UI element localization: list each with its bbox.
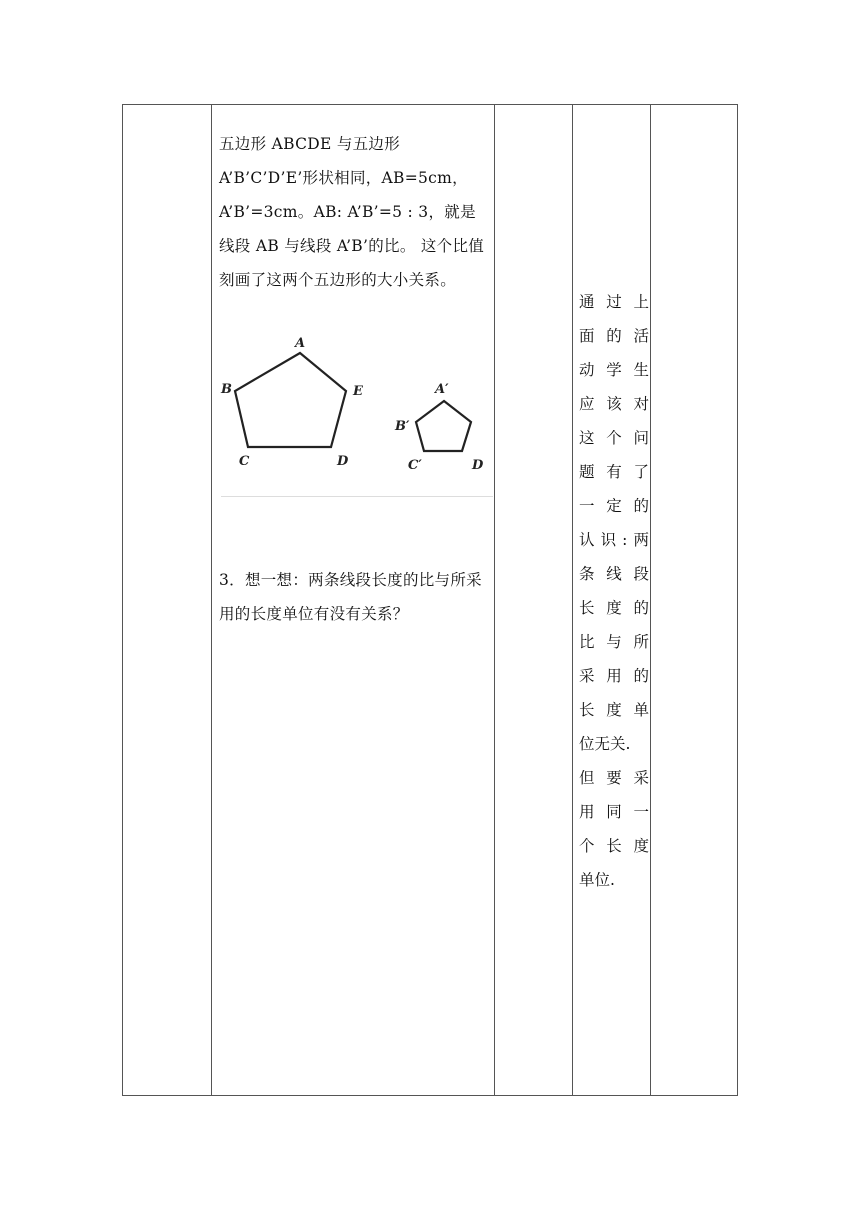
label-A-prime: A′ (435, 382, 449, 397)
note-line: 应 该 对 (579, 395, 649, 413)
label-B: B (221, 382, 232, 397)
label-C-prime: C′ (408, 458, 422, 473)
column-divider (572, 105, 573, 1095)
note-line: 条 线 段 (579, 565, 649, 583)
label-C: C (239, 454, 250, 469)
note-line: 认 识 : 两 (579, 531, 649, 549)
note-line: 动 学 生 (579, 361, 649, 379)
label-E: E (353, 384, 363, 399)
note-line: 比 与 所 (579, 633, 649, 651)
pentagon-paragraph: 五边形 ABCDE 与五边形 A’B’C’D’E’形状相同，AB=5cm，A’B’=3cm。AB: A’B’=5 : 3，就是线段 AB 与线段 A’B’的比。 这个比值刻画了这两个五边形的大小关系。 (219, 135, 485, 289)
note-line: 长 度 的 (579, 599, 649, 617)
note-line: 个 长 度 (579, 837, 649, 855)
column-divider (494, 105, 495, 1095)
lesson-table (122, 104, 738, 1096)
label-A: A (295, 336, 306, 351)
label-D-prime: D (472, 458, 484, 473)
column-divider (211, 105, 212, 1095)
label-D: D (337, 454, 349, 469)
note-line: 一 定 的 (579, 497, 649, 515)
note-line: 题 有 了 (579, 463, 649, 481)
note-line: 用 同 一 (579, 803, 649, 821)
note-line: 位无关. (579, 735, 631, 753)
label-B-prime: B′ (395, 419, 410, 434)
note-line: 长 度 单 (579, 701, 649, 719)
think-question: 3．想一想：两条线段长度的比与所采用的长度单位有没有关系？ (219, 571, 482, 623)
figure-baseline (221, 496, 493, 497)
note-line: 面 的 活 (579, 327, 649, 345)
pentagon-figure (213, 327, 495, 499)
note-line: 采 用 的 (579, 667, 649, 685)
note-line: 但 要 采 (579, 769, 649, 787)
large-pentagon (235, 353, 346, 447)
small-pentagon (416, 401, 471, 451)
column-divider (650, 105, 651, 1095)
note-line: 这 个 问 (579, 429, 649, 447)
note-line: 单位. (579, 871, 615, 889)
note-line: 通 过 上 (579, 293, 649, 311)
teaching-note (579, 285, 649, 897)
